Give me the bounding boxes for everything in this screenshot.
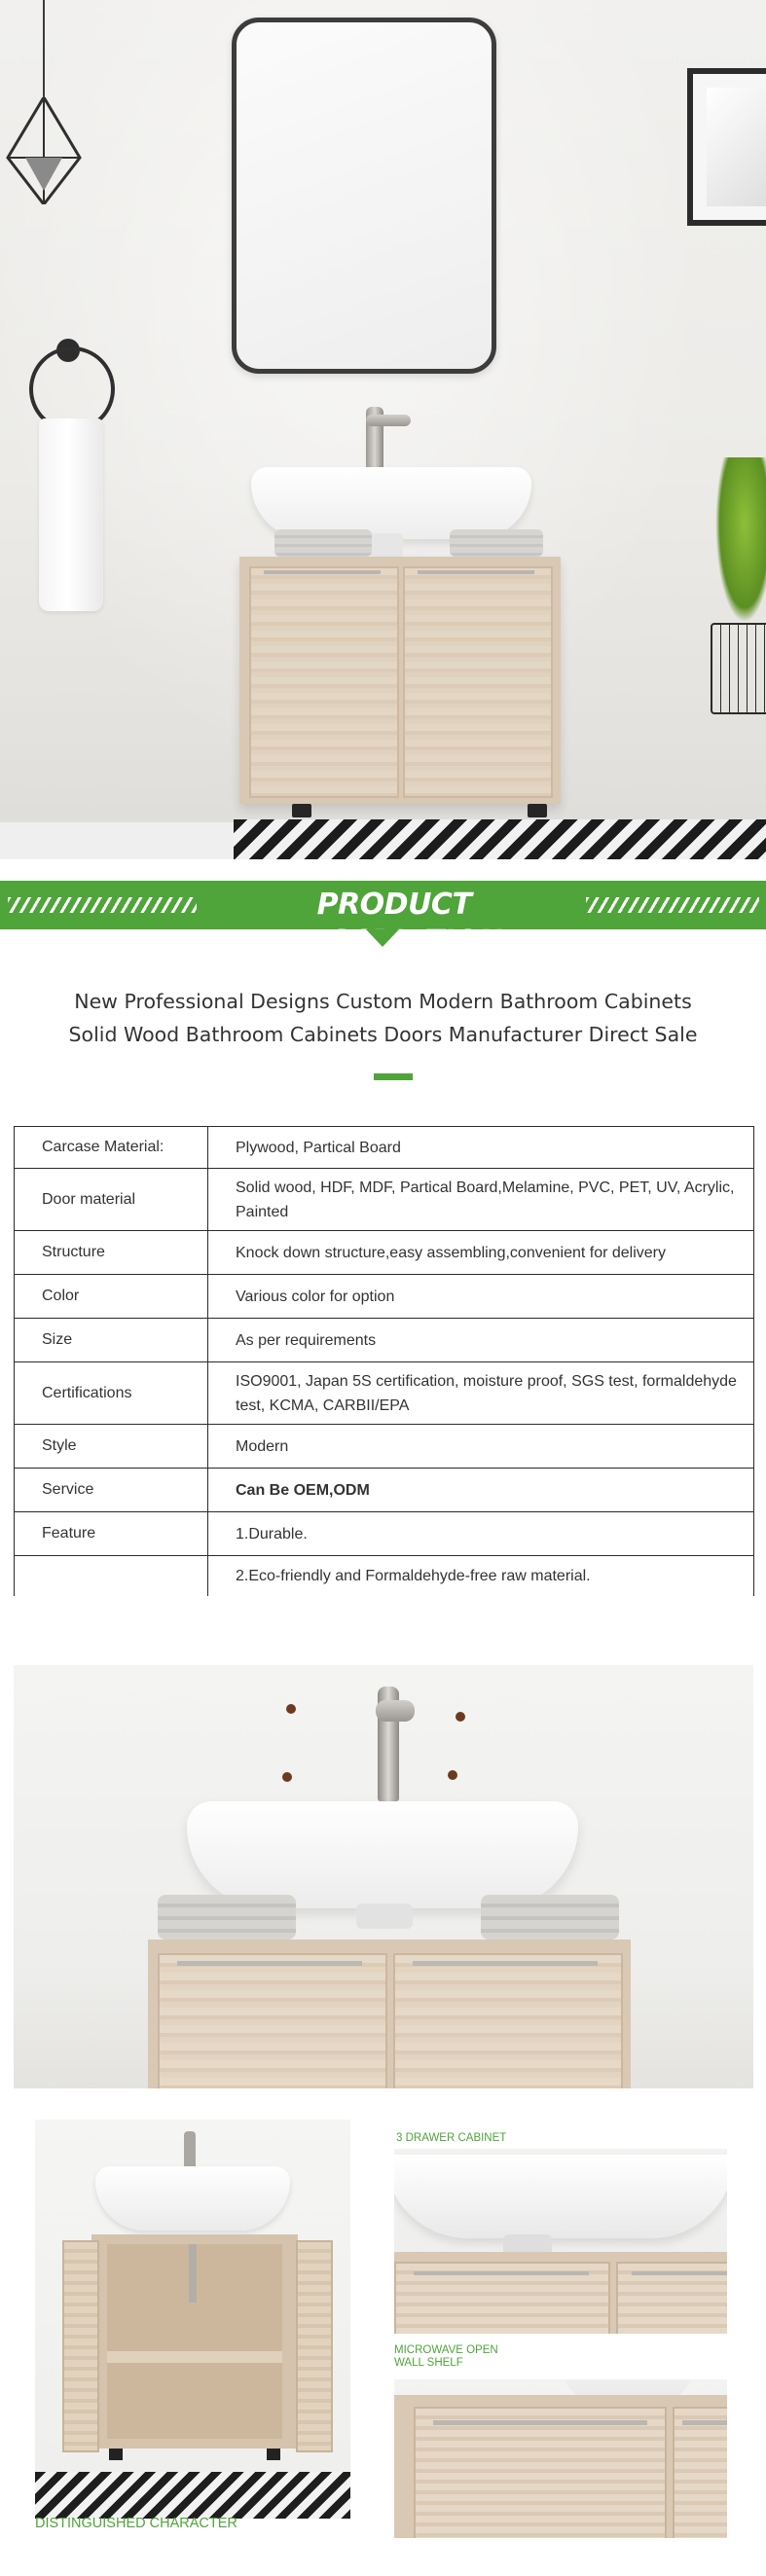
striped-rug xyxy=(35,2472,350,2519)
basin-sink xyxy=(251,467,531,539)
door-handle-right xyxy=(682,2420,727,2425)
cabinet-foot xyxy=(267,2449,280,2460)
cabinet-door-right xyxy=(673,2407,727,2538)
sink-drain-pipe xyxy=(356,1904,413,1929)
spec-label: Size xyxy=(15,1319,208,1362)
caption-distinguished-character: DISTINGUISHED CHARACTER xyxy=(35,2516,237,2531)
basin-sink xyxy=(394,2155,727,2238)
table-row xyxy=(15,1319,754,1362)
spec-value: As per requirements xyxy=(208,1319,754,1362)
spec-label: Color xyxy=(15,1275,208,1319)
wall-mirror xyxy=(232,18,496,374)
wall-plug-dot xyxy=(448,1770,457,1780)
caption-drawer-cabinet: 3 DRAWER CABINET xyxy=(396,2132,507,2144)
table-row xyxy=(15,1362,754,1425)
wall-plug-dot xyxy=(286,1704,296,1714)
door-handle-right xyxy=(418,570,534,574)
wall-plug-dot xyxy=(456,1712,465,1722)
interior-shelf xyxy=(107,2351,282,2363)
wall-picture-frame xyxy=(687,68,766,226)
hanging-towel xyxy=(39,418,103,611)
open-door-right xyxy=(296,2240,333,2452)
spec-value-line: test, KCMA, CARBII/EPA xyxy=(236,1397,410,1414)
door-handle-left xyxy=(177,1961,362,1966)
open-door-left xyxy=(62,2240,99,2452)
table-row xyxy=(15,1512,754,1556)
folded-towels-right xyxy=(450,529,543,557)
table-row xyxy=(15,1169,754,1231)
spec-label: Feature xyxy=(15,1512,208,1556)
spec-label xyxy=(15,1556,208,1597)
door-handle-left xyxy=(414,2271,589,2275)
spec-label: Carcase Material: xyxy=(15,1127,208,1169)
faucet xyxy=(184,2131,196,2170)
cabinet-foot xyxy=(109,2449,123,2460)
folded-towels-right xyxy=(481,1895,619,1940)
hero-product-photo xyxy=(0,0,766,859)
drain-pipe xyxy=(189,2244,197,2303)
cabinet-door-right xyxy=(403,566,553,798)
vanity-cabinet xyxy=(239,557,561,804)
folded-towels-left xyxy=(158,1895,296,1940)
headline-line-1: New Professional Designs Custom Modern Bathroom Cabinets xyxy=(74,990,692,1013)
banner-hatch-left xyxy=(8,897,197,913)
table-row xyxy=(15,1425,754,1469)
spec-value: Modern xyxy=(208,1425,754,1469)
spec-label: Service xyxy=(15,1469,208,1512)
banner-hatch-right xyxy=(586,897,759,913)
spec-value: Knock down structure,easy assembling,convenient for delivery xyxy=(208,1231,754,1275)
spec-value: Plywood, Partical Board xyxy=(208,1127,754,1169)
door-handle-right xyxy=(632,2271,727,2275)
cabinet-door-left xyxy=(158,1953,387,2088)
folded-towels-left xyxy=(274,529,372,557)
wall-plug-dot xyxy=(282,1772,292,1782)
spec-label: Style xyxy=(15,1425,208,1469)
basin-sink xyxy=(95,2166,290,2231)
pendant-lamp-cord xyxy=(43,0,45,107)
vanity-cabinet xyxy=(148,1940,631,2088)
pendant-lamp xyxy=(4,97,84,204)
spec-value-line: ISO9001, Japan 5S certification, moisture proof, SGS test, formaldehyde xyxy=(236,1372,737,1390)
caption-microwave-shelf: MICROWAVE OPEN WALL SHELF xyxy=(394,2344,498,2369)
banner-title: PRODUCT DESCRIPTION xyxy=(285,888,502,959)
cabinet-door-right xyxy=(393,1953,623,2088)
basin-sink xyxy=(187,1801,578,1908)
spec-value: 2.Eco-friendly and Formaldehyde-free raw material. xyxy=(208,1556,754,1597)
cabinet-foot xyxy=(528,804,547,817)
cabinet-top xyxy=(394,2252,727,2334)
spec-value: Can Be OEM,ODM xyxy=(208,1469,754,1512)
spec-label: Certifications xyxy=(15,1362,208,1425)
spec-value xyxy=(208,1169,754,1231)
door-handle-left xyxy=(433,2420,647,2425)
spec-value: 1.Durable. xyxy=(208,1512,754,1556)
headline-divider xyxy=(374,1073,413,1080)
cabinet-front xyxy=(394,2395,727,2538)
potted-plant xyxy=(715,457,766,623)
product-headline xyxy=(39,985,727,1051)
cabinet-door-left xyxy=(414,2407,667,2538)
striped-rug xyxy=(234,819,766,859)
cabinet-door-left xyxy=(249,566,399,798)
table-row xyxy=(15,1231,754,1275)
spec-value: Various color for option xyxy=(208,1275,754,1319)
open-cabinet-photo xyxy=(35,2120,350,2519)
banner-arrow xyxy=(366,929,399,947)
detail-photo-shelf xyxy=(394,2379,727,2538)
door-handle-left xyxy=(264,570,381,574)
spec-value-line: Painted xyxy=(236,1203,289,1220)
detail-photo-drawer xyxy=(394,2149,727,2334)
spec-table xyxy=(14,1126,754,1596)
table-row xyxy=(15,1556,754,1597)
table-row xyxy=(15,1469,754,1512)
spec-label: Structure xyxy=(15,1231,208,1275)
cabinet-foot xyxy=(292,804,311,817)
spec-value xyxy=(208,1362,754,1425)
table-row xyxy=(15,1275,754,1319)
door-handle-right xyxy=(413,1961,598,1966)
spec-label: Door material xyxy=(15,1169,208,1231)
table-row xyxy=(15,1127,754,1169)
plant-stand xyxy=(711,623,766,714)
closeup-product-photo xyxy=(14,1665,753,2088)
headline-line-2: Solid Wood Bathroom Cabinets Doors Manufacturer Direct Sale xyxy=(68,1023,698,1046)
sink-drain-pipe xyxy=(368,533,403,557)
faucet-spout xyxy=(376,1700,415,1722)
faucet-spout xyxy=(366,415,411,426)
spec-table-container xyxy=(14,1126,754,1596)
section-banner xyxy=(0,881,766,959)
spec-value-line: Solid wood, HDF, MDF, Partical Board,Melamine, PVC, PET, UV, Acrylic, xyxy=(236,1179,735,1196)
